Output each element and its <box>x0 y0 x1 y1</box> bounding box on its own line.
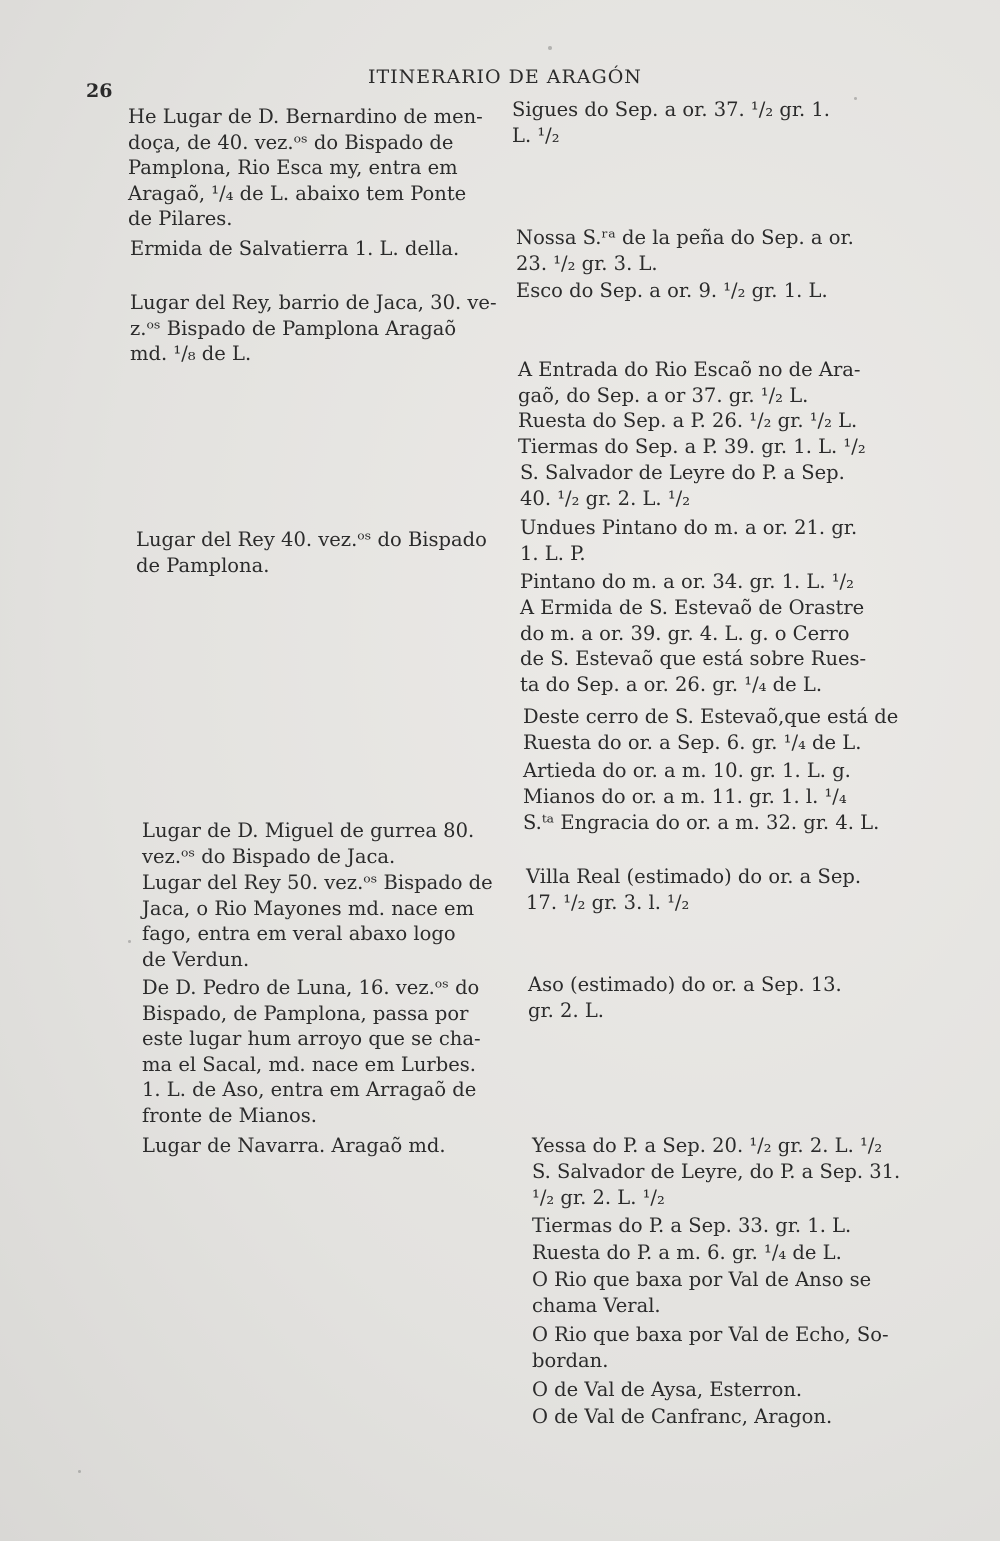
left-entry <box>128 104 495 232</box>
right-entry <box>532 1267 909 1318</box>
text-line: Lugar del Rey, barrio de Jaca, 30. ve- <box>130 291 497 314</box>
right-entry <box>518 408 895 434</box>
right-entry <box>516 225 893 276</box>
right-entry <box>532 1240 909 1266</box>
right-entry <box>532 1377 909 1403</box>
right-entry <box>528 972 905 1023</box>
text-line: Tiermas do Sep. a P. 39. gr. 1. L. ¹/₂ <box>518 435 866 458</box>
left-entry <box>136 527 503 578</box>
text-line: Deste cerro de S. Estevaõ,que está de <box>523 705 899 728</box>
text-line: S. Salvador de Leyre do P. a Sep. <box>520 461 845 484</box>
text-line: O de Val de Canfranc, Aragon. <box>532 1405 833 1428</box>
right-entry <box>520 595 897 697</box>
text-line: A Entrada do Rio Escaõ no de Ara- <box>518 358 861 381</box>
paper-speck <box>128 940 131 943</box>
left-entry <box>142 870 509 972</box>
right-entry <box>512 97 889 148</box>
text-line: Lugar de Navarra. Aragaõ md. <box>142 1134 446 1157</box>
text-line: Nossa S.ʳᵃ de la peña do Sep. a or. <box>516 226 854 249</box>
text-line: S. Salvador de Leyre, do P. a Sep. 31. <box>532 1160 901 1183</box>
text-line: O Rio que baxa por Val de Echo, So- <box>532 1323 889 1346</box>
text-line: A Ermida de S. Estevaõ de Orastre <box>520 596 865 619</box>
text-line: 1. L. P. <box>520 541 586 565</box>
text-line: 40. ¹/₂ gr. 2. L. ¹/₂ <box>520 486 691 510</box>
right-entry <box>518 434 895 460</box>
text-line: De D. Pedro de Luna, 16. vez.ᵒˢ do <box>142 976 480 999</box>
text-line: de Verdun. <box>142 947 250 971</box>
right-entry <box>532 1133 909 1159</box>
text-line: chama Veral. <box>532 1293 661 1317</box>
text-line: de Pilares. <box>128 207 233 230</box>
text-line: S.ᵗᵃ Engracia do or. a m. 32. gr. 4. L. <box>523 811 880 834</box>
text-line: do m. a or. 39. gr. 4. L. g. o Cerro <box>520 621 850 645</box>
right-entry <box>520 515 897 566</box>
right-entry <box>520 569 897 595</box>
text-line: Lugar del Rey 50. vez.ᵒˢ Bispado de <box>142 871 493 894</box>
right-entry <box>523 784 900 810</box>
text-line: O Rio que baxa por Val de Anso se <box>532 1268 872 1291</box>
right-entry <box>523 704 900 755</box>
text-line: gr. 2. L. <box>528 998 605 1022</box>
text-line: Yessa do P. a Sep. 20. ¹/₂ gr. 2. L. ¹/₂ <box>532 1134 883 1157</box>
text-line: Ruesta do P. a m. 6. gr. ¹/₄ de L. <box>532 1241 842 1264</box>
text-line: fago, entra em veral abaxo logo <box>142 922 456 945</box>
text-line: ma el Sacal, md. nace em Lurbes. <box>142 1052 476 1076</box>
text-line: Artieda do or. a m. 10. gr. 1. L. g. <box>523 759 851 782</box>
left-entry <box>142 975 509 1128</box>
text-line: fronte de Mianos. <box>142 1103 317 1127</box>
left-entry <box>130 290 497 367</box>
text-line: Villa Real (estimado) do or. a Sep. <box>526 865 862 888</box>
text-line: Bispado, de Pamplona, passa por <box>142 1001 469 1025</box>
left-entry <box>130 236 497 262</box>
text-line: este lugar hum arroyo que se cha- <box>142 1027 481 1050</box>
text-line: Sigues do Sep. a or. 37. ¹/₂ gr. 1. <box>512 98 830 121</box>
text-line: Mianos do or. a m. 11. gr. 1. l. ¹/₄ <box>523 785 847 808</box>
text-line: Lugar del Rey 40. vez.ᵒˢ do Bispado <box>136 528 487 551</box>
text-line: ¹/₂ gr. 2. L. ¹/₂ <box>532 1185 665 1209</box>
text-line: 23. ¹/₂ gr. 3. L. <box>516 251 658 275</box>
right-entry <box>532 1159 909 1210</box>
running-head: ITINERARIO DE ARAGÓN <box>368 66 642 88</box>
left-entry <box>142 1133 509 1159</box>
paper-speck <box>78 1470 81 1473</box>
text-line: de S. Estevaõ que está sobre Rues- <box>520 647 867 670</box>
text-line: gaõ, do Sep. a or 37. gr. ¹/₂ L. <box>518 383 809 407</box>
right-entry <box>516 278 893 304</box>
text-line: Pamplona, Rio Esca my, entra em <box>128 156 458 179</box>
text-line: Aragaõ, ¹/₄ de L. abaixo tem Ponte <box>128 181 467 205</box>
text-line: Ruesta do or. a Sep. 6. gr. ¹/₄ de L. <box>523 730 862 754</box>
text-line: doça, de 40. vez.ᵒˢ do Bispado de <box>128 130 454 154</box>
text-line: 17. ¹/₂ gr. 3. l. ¹/₂ <box>526 890 690 914</box>
text-line: Ermida de Salvatierra 1. L. della. <box>130 237 460 260</box>
right-entry <box>532 1404 909 1430</box>
paper-speck <box>854 97 857 100</box>
text-line: 1. L. de Aso, entra em Arragaõ de <box>142 1078 477 1101</box>
text-line: de Pamplona. <box>136 553 270 577</box>
right-entry <box>523 810 900 836</box>
right-entry <box>532 1213 909 1239</box>
text-line: Jaca, o Rio Mayones md. nace em <box>142 896 475 920</box>
text-line: Ruesta do Sep. a P. 26. ¹/₂ gr. ¹/₂ L. <box>518 409 858 432</box>
text-line: He Lugar de D. Bernardino de men- <box>128 105 483 128</box>
right-entry <box>532 1322 909 1373</box>
paper-speck <box>548 46 552 50</box>
text-line: z.ᵒˢ Bispado de Pamplona Aragaõ <box>130 316 457 340</box>
text-line: Esco do Sep. a or. 9. ¹/₂ gr. 1. L. <box>516 279 828 302</box>
text-line: Pintano do m. a or. 34. gr. 1. L. ¹/₂ <box>520 570 854 593</box>
right-entry <box>518 357 895 408</box>
page-number: 26 <box>86 80 113 102</box>
text-line: Undues Pintano do m. a or. 21. gr. <box>520 516 858 539</box>
text-line: Tiermas do P. a Sep. 33. gr. 1. L. <box>532 1214 852 1237</box>
right-entry <box>523 758 900 784</box>
text-line: ta do Sep. a or. 26. gr. ¹/₄ de L. <box>520 672 823 696</box>
right-entry <box>520 460 897 511</box>
right-entry <box>526 864 903 915</box>
text-line: vez.ᵒˢ do Bispado de Jaca. <box>142 844 396 868</box>
text-line: L. ¹/₂ <box>512 123 560 147</box>
text-line: Aso (estimado) do or. a Sep. 13. <box>528 973 842 996</box>
text-line: O de Val de Aysa, Esterron. <box>532 1378 803 1401</box>
left-entry <box>142 818 509 869</box>
text-line: md. ¹/₈ de L. <box>130 342 252 365</box>
text-line: Lugar de D. Miguel de gurrea 80. <box>142 819 475 842</box>
text-line: bordan. <box>532 1348 609 1372</box>
